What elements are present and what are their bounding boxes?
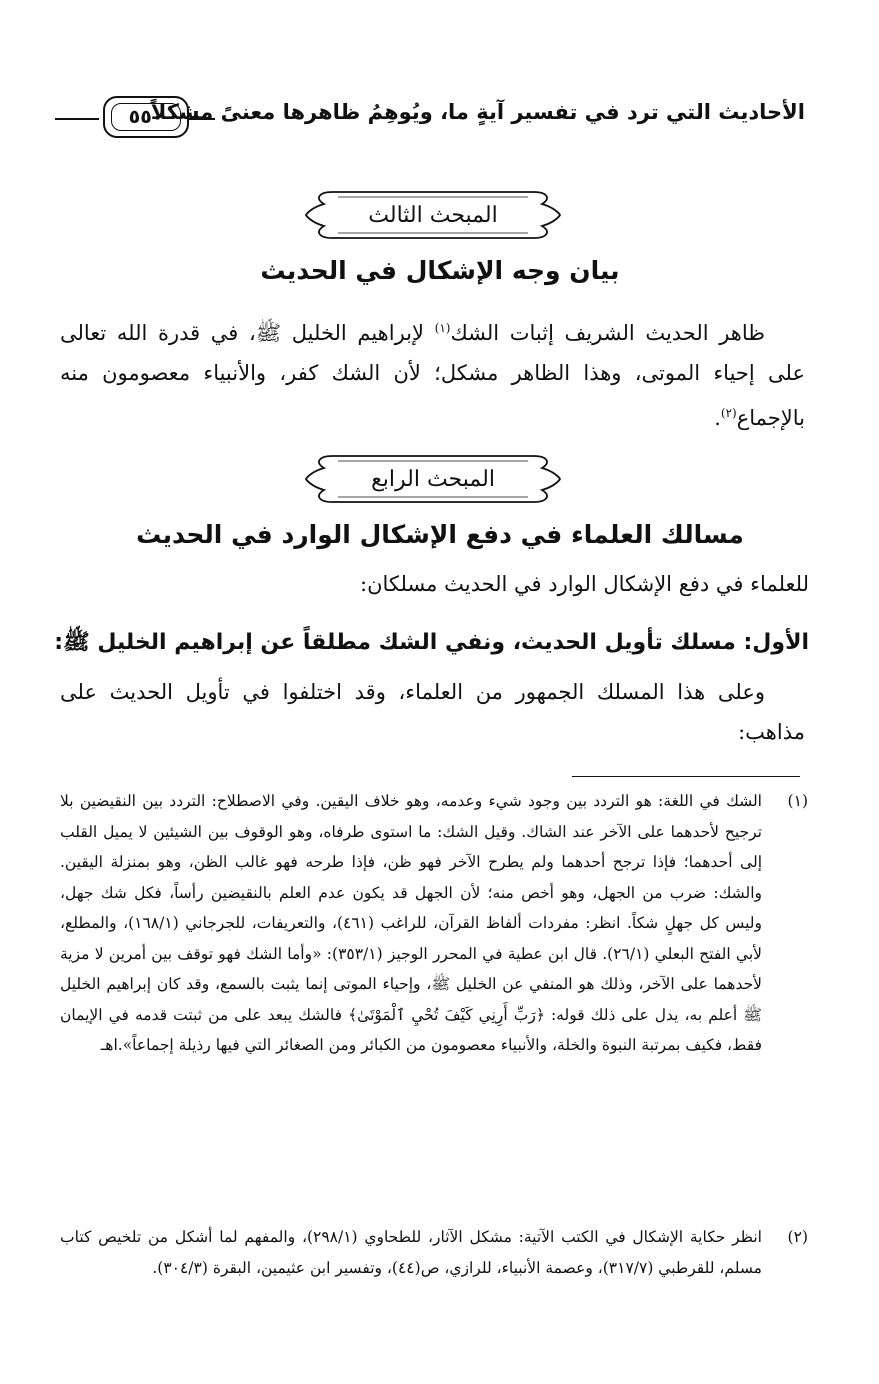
header-rule-left: [55, 118, 99, 120]
running-title: الأحاديث التي ترد في تفسير آيةٍ ما، ويُوهِمُ ظاهرها معنىً مشكلاً: [150, 100, 805, 124]
running-header: [55, 96, 805, 146]
footnote-text: الشك في اللغة: هو التردد بين وجود شيء وعدمه، وهو خلاف اليقين. وفي الاصطلاح: التردد بين النقيضين بلا ترجيح لأحدهما على الآخر عند الشاك. وقيل الشك: ما استوى طرفاه، وهو الوقوف بين الشيئين لا يميل القلب إلى أحدهما؛ فإذا ترجح أحدهما ولم يطرح الآخر فهو ظن، فإذا طرحه فهو غالب الظن، وهو بمنزلة اليقين. والشك: ضرب من الجهل، وهو أخص منه؛ لأن الجهل قد يكون عدم العلم بالنقيضين رأساً، فكل شك جهل، وليس كل جهلٍ شكاً. انظر: مفردات ألفاظ القرآن، للراغب (٤٦١)، والتعريفات، للجرجاني (١٦٨/١)، والمطلع، لأبي الفتح البعلي (٢٦/١). قال ابن عطية في المحرر الوجيز (٣٥٣/١): «وأما الشك فهو توقف بين أمرين لا مزية لأحدهما على الآخر، وذلك هو المنفي عن الخليل ﷺ، وإحياء الموتى إنما يثبت بالسمع، وقد كان إبراهيم الخليل ﷺ أعلم به، يدل على ذلك قوله: ﴿رَبِّ أَرِنِي كَيْفَ تُحْيِ ٱلْمَوْتَىٰ﴾ فالشك يبعد على من ثبتت قدمه في الإيمان فقط، فكيف بمرتبة النبوة والخلة، والأنبياء معصومون من الكبائر ومن الصغائر التي فيها رذيلة إجماعاً».اهـ: [60, 792, 763, 1054]
section-3-cartouche: [302, 188, 564, 242]
section-4-intro: للعلماء في دفع الإشكال الوارد في الحديث مسلكان:: [360, 572, 809, 596]
footnote-ref-2[interactable]: (٢): [720, 406, 737, 420]
footnote-number: (١): [787, 792, 808, 810]
section-4-cartouche: [302, 452, 564, 506]
section-4-label: المبحث الرابع: [371, 466, 495, 492]
footnote-2: [60, 1222, 808, 1283]
footnote-ref-1[interactable]: (١): [434, 321, 451, 335]
header-rule-middle: [189, 118, 215, 120]
section-3-paragraph: [60, 308, 805, 438]
footnote-number: (٢): [787, 1228, 808, 1246]
page-number: ٥٥٠: [111, 103, 181, 131]
section-4-title: مسالك العلماء في دفع الإشكال الوارد في الحديث: [136, 520, 744, 549]
paragraph-end: .: [714, 406, 721, 430]
footnote-1: [60, 786, 808, 1061]
footnote-separator: [572, 776, 800, 777]
section-4-paragraph: وعلى هذا المسلك الجمهور من العلماء، وقد اختلفوا في تأويل الحديث على مذاهب:: [60, 680, 805, 744]
section-3-label: المبحث الثالث: [368, 202, 498, 228]
paragraph-text: ظاهر الحديث الشريف إثبات الشك: [450, 321, 765, 345]
footnote-text: انظر حكاية الإشكال في الكتب الآتية: مشكل الآثار، للطحاوي (٢٩٨/١)، والمفهم لما أشكل من تلخيص كتاب مسلم، للقرطبي (٣١٧/٧)، وعصمة الأنبياء، للرازي، ص(٤٤)، وتفسير ابن عثيمين، البقرة (٣٠٤/٣).: [60, 1228, 762, 1277]
section-3-title: بيان وجه الإشكال في الحديث: [260, 256, 620, 285]
paragraph-text: لإبراهيم الخليل ﷺ، في قدرة الله تعالى على إحياء الموتى، وهذا الظاهر مشكل؛ لأن الشك كفر، والأنبياء معصومون منه بالإجماع: [60, 321, 805, 430]
first-path-heading: الأول: مسلك تأويل الحديث، ونفي الشك مطلقاً عن إبراهيم الخليل ﷺ:: [54, 630, 809, 655]
page-number-frame: [103, 96, 189, 138]
